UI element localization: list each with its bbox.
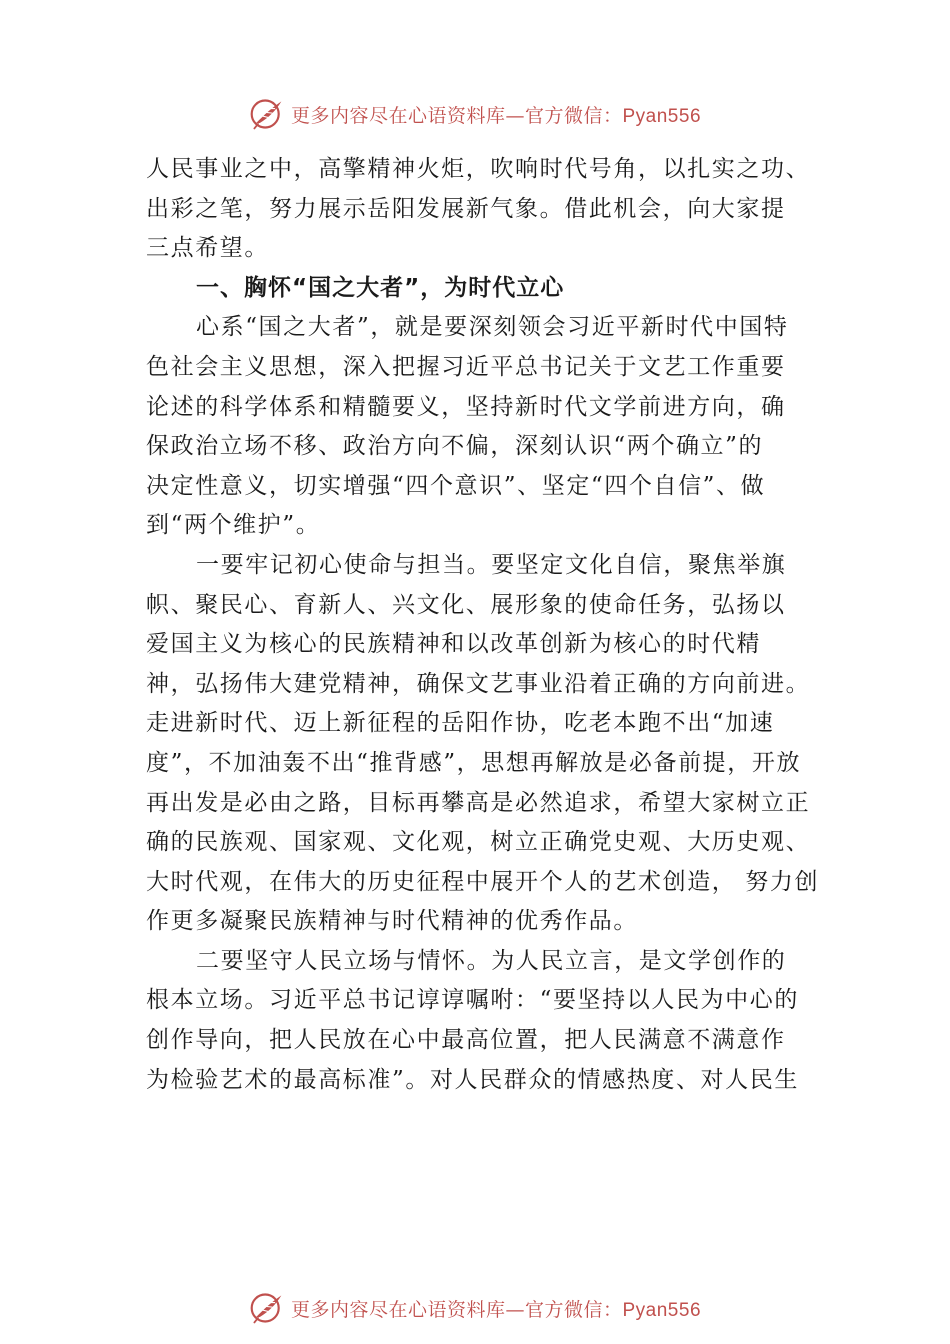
header-wechat-id: Pyan556 [622, 105, 702, 127]
footer-wechat-id: Pyan556 [622, 1299, 702, 1321]
paragraph-line: 出彩之笔，努力展示岳阳发展新气象。借此机会，向大家提 [146, 195, 786, 222]
paragraph-line: 作更多凝聚民族精神与时代精神的优秀作品。 [146, 908, 638, 935]
paragraph-line: 论述的科学体系和精髓要义，坚持新时代文学前进方向，确 [146, 393, 786, 420]
paragraph-line: 人民事业之中，高擎精神火炬，吹响时代号角，以扎实之功、 [146, 156, 811, 182]
paragraph-line: 神，弘扬伟大建党精神，确保文艺事业沿着正确的方向前进。 [146, 670, 811, 697]
header-banner-text: 更多内容尽在心语资料库—官方微信：Pyan556 [290, 104, 702, 127]
paragraph-line: 再出发是必由之路，目标再攀高是必然追求，希望大家树立正 [146, 789, 811, 816]
paragraph-line: 到“两个维护”。 [146, 512, 321, 539]
paragraph-line: 大时代观，在伟大的历史征程中展开个人的艺术创造， 努力创 [146, 868, 820, 895]
paragraph-line: 心系“国之大者”，就是要深刻领会习近平新时代中国特 [196, 314, 789, 341]
paragraph-line: 色社会主义思想，深入把握习近平总书记关于文艺工作重要 [146, 353, 786, 380]
paragraph-line: 确的民族观、国家观、文化观，树立正确党史观、大历史观、 [146, 829, 811, 856]
paragraph-line: 根本立场。习近平总书记谆谆嘱咐：“要坚持以人民为中心的 [146, 987, 799, 1014]
paragraph-line: 为检验艺术的最高标准”。对人民群众的情感热度、对人民生 [146, 1066, 799, 1093]
paragraph-line: 保政治立场不移、政治方向不偏，深刻认识“两个确立”的 [146, 433, 764, 460]
feather-pen-logo-icon [249, 1290, 285, 1326]
feather-pen-logo-icon [249, 96, 285, 132]
paragraph-line: 爱国主义为核心的民族精神和以改革创新为核心的时代精 [146, 631, 761, 658]
paragraph-line: 一要牢记初心使命与担当。要坚定文化自信，聚焦举旗 [196, 551, 787, 578]
footer-banner-text: 更多内容尽在心语资料库—官方微信：Pyan556 [290, 1298, 702, 1321]
paragraph-line: 走进新时代、迈上新征程的岳阳作协，吃老本跑不出“加速 [146, 710, 775, 737]
paragraph-line: 帜、聚民心、育新人、兴文化、展形象的使命任务，弘扬以 [146, 591, 786, 618]
document-body [146, 150, 820, 1100]
footer-banner [0, 1288, 950, 1328]
section-heading: 一、胸怀“国之大者”，为时代立心 [196, 274, 565, 301]
paragraph-line: 三点希望。 [146, 235, 269, 262]
header-banner [0, 94, 950, 134]
paragraph-line: 决定性意义，切实增强“四个意识”、坚定“四个自信”、做 [146, 472, 766, 499]
paragraph-line: 度”，不加油轰不出“推背感”，思想再解放是必备前提，开放 [146, 749, 802, 776]
paragraph-line: 二要坚守人民立场与情怀。为人民立言，是文学创作的 [196, 947, 787, 974]
paragraph-line: 创作导向，把人民放在心中最高位置，把人民满意不满意作 [146, 1027, 786, 1054]
